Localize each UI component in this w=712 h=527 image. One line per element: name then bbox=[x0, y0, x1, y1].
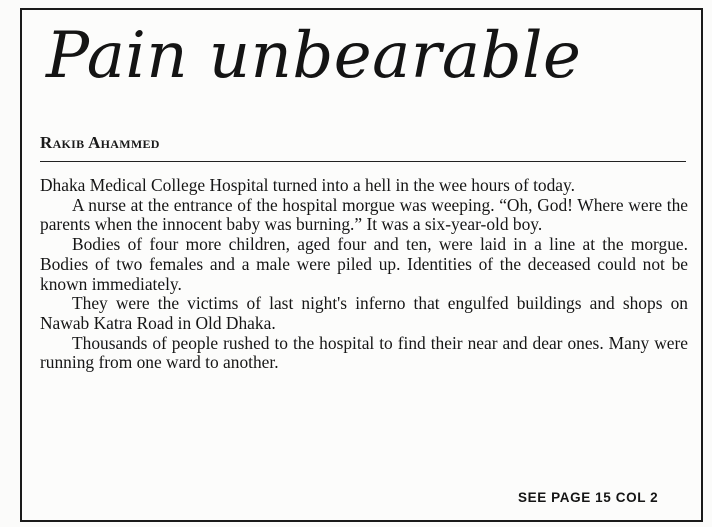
byline: Rakib Ahammed bbox=[40, 133, 160, 152]
article-paragraph: Bodies of four more children, aged four and ten, were laid in a line at the morgue. Bodies of two females and a male were piled up. Identities of the deceased could not be known immediately. bbox=[40, 234, 688, 294]
headline: Pain unbearable bbox=[46, 19, 582, 93]
article-paragraph: Dhaka Medical College Hospital turned into a hell in the wee hours of today. bbox=[40, 175, 575, 195]
article-paragraph: A nurse at the entrance of the hospital morgue was weeping. “Oh, God! Where were the parents when the innocent baby was burning.” It was a six-year-old boy. bbox=[40, 194, 688, 235]
continuation-note: SEE PAGE 15 COL 2 bbox=[518, 490, 659, 505]
article-paragraph: Thousands of people rushed to the hospital to find their near and dear ones. Many were running from one ward to another. bbox=[40, 332, 688, 373]
article-body bbox=[40, 176, 688, 373]
byline-divider bbox=[40, 161, 686, 162]
article-paragraph: They were the victims of last night's inferno that engulfed buildings and shops on Nawab Katra Road in Old Dhaka. bbox=[40, 293, 688, 333]
